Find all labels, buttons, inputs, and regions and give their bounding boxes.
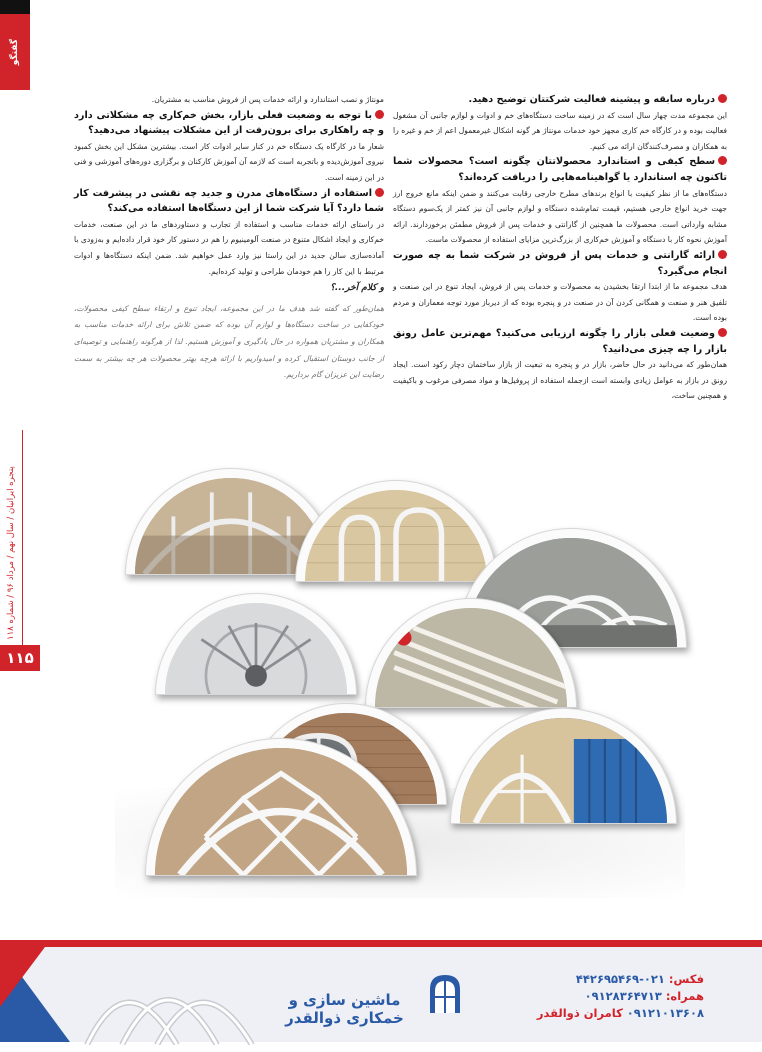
arch-window-photo — [450, 708, 677, 824]
issue-info: پنجره ایرانیان / سال نهم / مرداد ۹۶ / شماره ۱۱۸ — [6, 466, 16, 640]
fax-label: فکس: — [668, 972, 704, 986]
section-tab — [0, 0, 30, 90]
article-column-left — [74, 92, 384, 384]
contact-phone: ۰۹۱۲۱۰۱۳۶۰۸ — [626, 1006, 704, 1020]
mobile-label: همراه: — [665, 989, 704, 1003]
side-rule — [22, 430, 23, 655]
article-column-right — [393, 92, 727, 404]
contact-info — [537, 971, 704, 1022]
interview-question — [74, 186, 384, 217]
question-bullet-icon — [375, 188, 384, 197]
interview-answer — [74, 92, 384, 108]
contact-name: کامران ذوالقدر — [536, 1006, 623, 1020]
mobile-line — [537, 988, 704, 1005]
interview-answer — [74, 217, 384, 279]
closing-title: و کلام آخر...؟ — [330, 283, 384, 294]
question-text: وضعیت فعلی بازار را چگونه ارزیابی می‌کنید؟ مهم‌ترین عامل رونق بازار را چه چیزی می‌دانید؟ — [393, 327, 727, 355]
section-tab-label: گفتگو — [10, 38, 20, 66]
question-text: استفاده از دستگاه‌های مدرن و جدید چه نقشی در پیشرفت کار شما دارد؟ آیا شرکت شما از این دستگاه‌ها استفاده می‌کند؟ — [74, 187, 384, 215]
question-bullet-icon — [718, 328, 727, 337]
arched-frames-illustration — [82, 955, 257, 1045]
arched-windows-showcase — [95, 468, 695, 898]
interview-question — [393, 248, 727, 279]
article-column-left-body — [74, 92, 384, 279]
fax-number: ۰۲۱-۴۴۲۶۹۵۴۶۹ — [575, 972, 665, 986]
contact-person-line — [537, 1005, 704, 1022]
answer-text: این مجموعه مدت چهار سال است که در زمینه ساخت دستگاه‌های خم و ادوات و لوازم جانبی آن مشغول فعالیت بوده و در کارگاه خم کاری مجهز خود خدمات مونتاژ هر گونه اشکال غیرمعمول اعم از خم و غیره را به همکاران و مصرف‌کنندگان ارائه می کنیم. — [393, 110, 727, 151]
question-text: ارائه گارانتی و خدمات پس از فروش در شرکت شما به چه صورت انجام می‌گیرد؟ — [393, 249, 727, 277]
interview-answer — [393, 108, 727, 155]
answer-text: دستگاه‌های ما از نظر کیفیت با انواع برندهای مطرح خارجی رقابت می‌کنند و ضمن اینکه مانع خروج ارز جهت خرید انواع خارجی هستیم، قیمت تمام‌شده دستگاه و لوازم جانبی آن نیز کمتر از یک‌سوم دستگاه مشابه وارداتی است. محصولات ما همچنین از گارانتی و خدمات پس از فروش مطمئن برخوردارند. ارائه آموزش نحوه کار با دستگاه و آموزش خم‌کاری از بزرگ‌ترین مزایای استفاده از محصولات ماست. — [393, 188, 727, 245]
arch-window-photo — [155, 593, 357, 695]
mobile-number: ۰۹۱۲۸۳۶۴۷۱۳ — [584, 989, 662, 1003]
interview-answer — [393, 357, 727, 404]
page-number: ۱۱۵ — [0, 645, 40, 671]
answer-text: در راستای ارائه خدمات مناسب و استفاده از تجارب و دستاوردهای ما در این صنعت، خدمات خم‌کاری و ایجاد اشکال متنوع در صنعت آلومینیوم را هم در دستور کار خود قرار داده‌ایم و به‌زودی با آماده‌سازی سالن جدید در این راستا نیز وارد عمل خواهیم شد. ضمن اینکه دستگاه‌ها و ادوات مرتبط با این کار را هم خودمان طراحی و تولید کرده‌ایم. — [74, 219, 384, 276]
interview-answer — [393, 279, 727, 326]
company-logo-icon — [428, 973, 462, 1013]
question-bullet-icon — [718, 94, 727, 103]
interview-answer — [393, 186, 727, 248]
question-bullet-icon — [718, 156, 727, 165]
fax-line — [537, 971, 704, 988]
interview-question — [393, 154, 727, 185]
decorative-corner — [0, 947, 45, 1007]
arch-window-photo — [145, 738, 417, 876]
question-text: درباره سابقه و پیشینه فعالیت شرکتتان توضیح دهید. — [468, 94, 715, 105]
interview-question — [74, 108, 384, 139]
answer-text: شعار ما در کارگاه یک دستگاه خم در کنار سایر ادوات کار است. بیشترین مشکل این بخش کمبود نیروی آموزش‌دیده و باتجربه است که لازمه آن آموزش کارکنان و برگزاری دوره‌های آموزشی و فنی در این زمینه است. — [74, 141, 384, 182]
interview-answer — [74, 139, 384, 186]
arch-window-photo — [365, 598, 577, 708]
section-tab-cap — [0, 0, 30, 14]
question-bullet-icon — [718, 250, 727, 259]
question-text: سطح کیفی و استاندارد محصولاتتان چگونه است؟ محصولات شما تاکنون چه استاندارد یا گواهینامه‌هایی را دریافت کرده‌اند؟ — [393, 156, 727, 183]
interview-question — [393, 92, 727, 108]
company-advertisement — [0, 940, 762, 1052]
closing-text: همان‌طور که گفته شد هدف ما در این مجموعه، ایجاد تنوع و ارتقاء سطح کیفی محصولات، خودکفایی در ساخت دستگاه‌ها و لوازم آن بوده که ضمن تلاش برای ارائه خدمات مناسب به همکاران و مشتریان همواره در حال یادگیری و آموزش هستیم. لذا از هرگونه راهنمایی و توصیه‌ای از جانب دوستان استقبال کرده و امیدواریم با ارائه هرچه بهتر محصولات هر چه بیشتر به سمت رضایت این عزیزان گام برداریم. — [74, 303, 384, 380]
answer-text: همان‌طور که می‌دانید در حال حاضر، بازار در و پنجره به تبعیت از بازار ساختمان دچار رکود است. ایجاد رونق در بازار به عوامل زیادی وابسته است ازجمله استفاده از پروفیل‌ها و مواد مصرفی مرغوب و باکیفیت و همچنین ساخت، — [393, 360, 727, 401]
answer-text: هدف مجموعه ما از ابتدا ارتقا بخشیدن به محصولات و خدمات پس از فروش، ایجاد تنوع در این صنعت و تلفیق هنر و صنعت و همگانی کردن آن در صنعت در و پنجره بوده که از دیرباز مورد توجه معماران و مردم بوده است. — [393, 282, 727, 323]
answer-text: مونتاژ و نصب استاندارد و ارائه خدمات پس از فروش مناسب به مشتریان. — [151, 95, 384, 104]
question-text: با توجه به وضعیت فعلی بازار، بخش خم‌کاری چه مشکلاتی دارد و چه راهکاری برای برون‌رفت از این مشکلات پیشنهاد می‌دهید؟ — [74, 109, 384, 137]
interview-question — [393, 326, 727, 357]
question-bullet-icon — [375, 110, 384, 119]
company-name: ماشین سازی و خمکاری ذوالقدر — [285, 991, 404, 1027]
